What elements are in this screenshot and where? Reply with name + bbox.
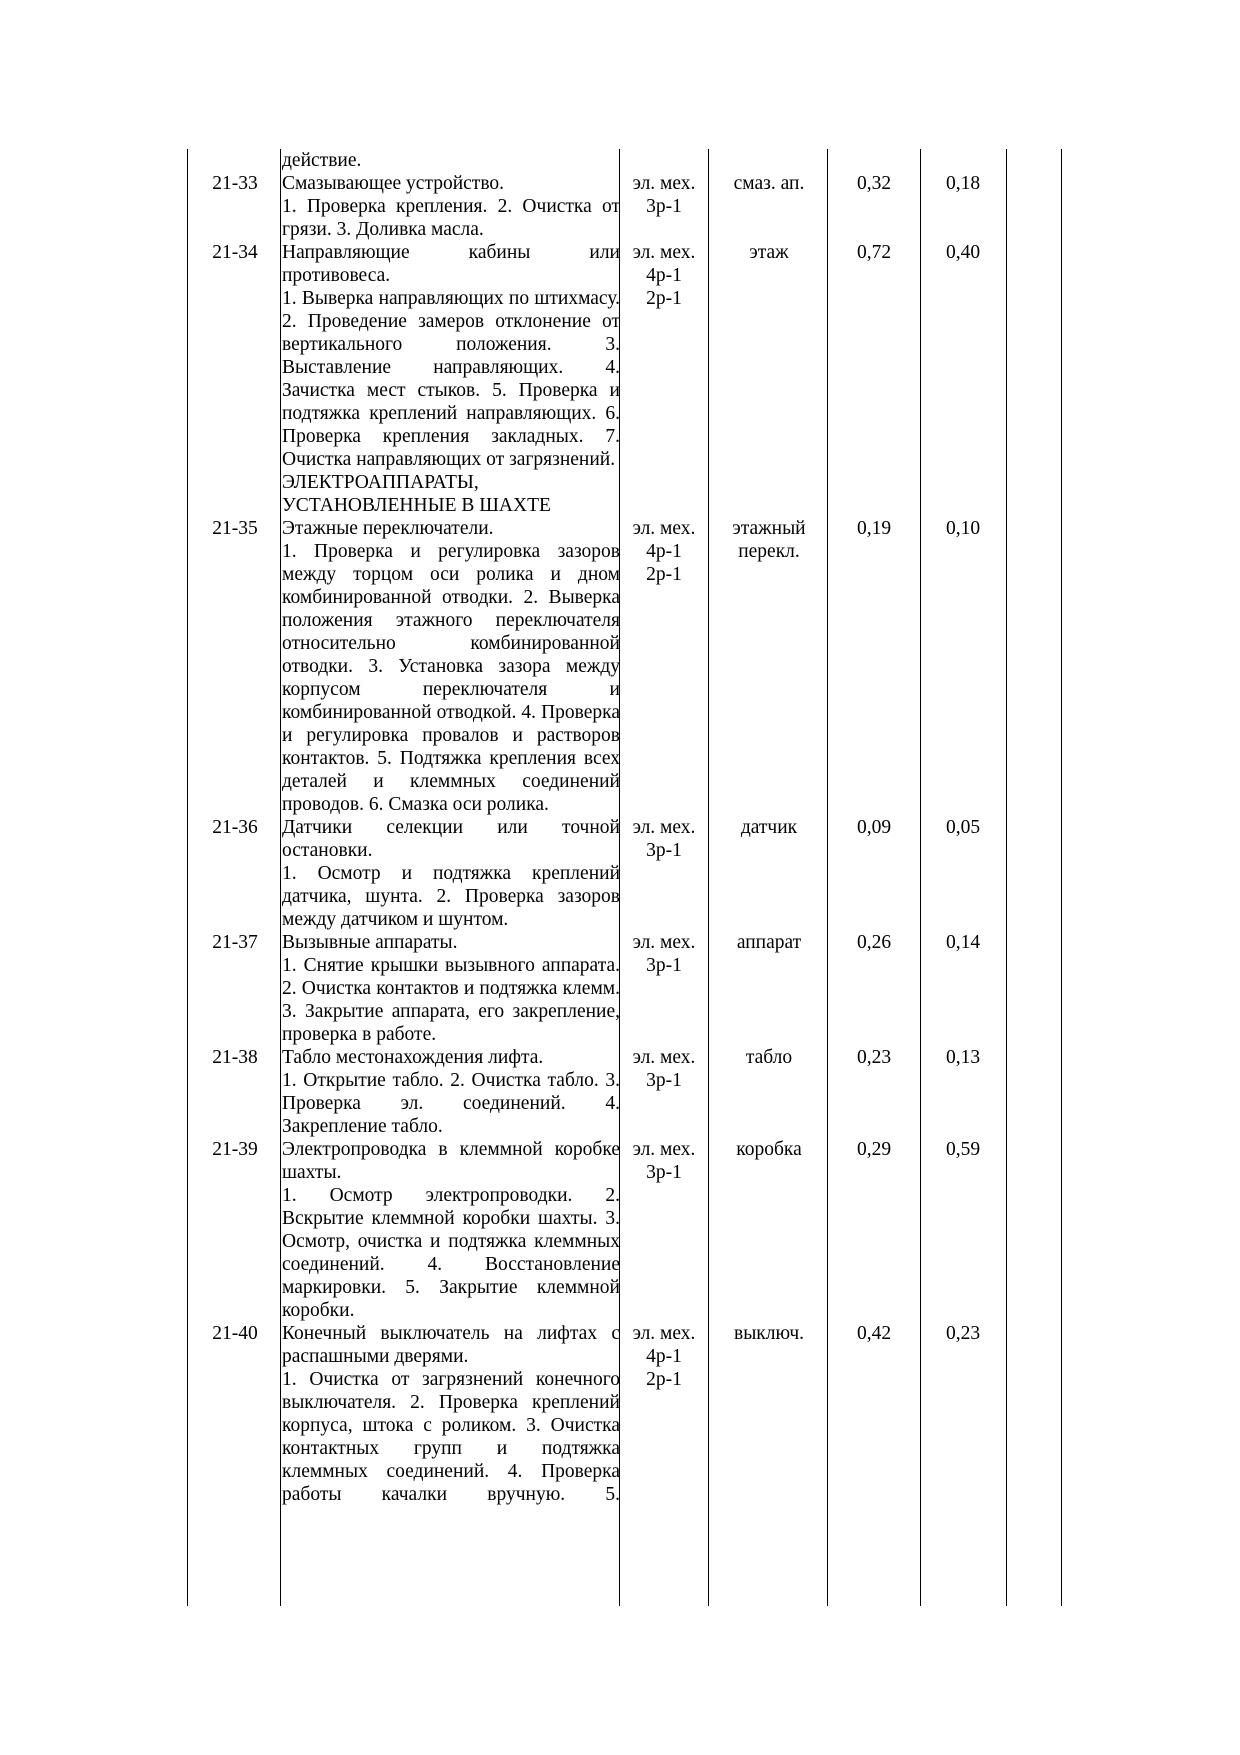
norm-1: 0,09	[856, 817, 892, 838]
work-title: Смазывающее устройство.	[282, 173, 505, 194]
unit	[710, 1138, 828, 1161]
norm-2: 0,23	[945, 1323, 981, 1344]
table-row	[0, 1322, 1240, 1506]
section-heading-line: УСТАНОВЛЕННЫЕ В ШАХТЕ	[282, 495, 551, 516]
row-code: 21-36	[212, 817, 258, 838]
performer-line: 3р-1	[646, 1162, 682, 1183]
work-steps: 1. Проверка и регулировка зазоров между торцом оси ролика и дном комбинированной отводки. 2. Выверка положения этажного переключателя относительно комбинированной отводки. 3. Установка зазора между корпусом переключателя и комбинированной отводкой. 4. Проверка и регулировка провалов и растворов контактов. 5. Подтяжка крепления всех деталей и клеммных соединений проводов. 6. Смазка оси ролика.	[282, 541, 620, 815]
performer-line: эл. мех.	[632, 173, 696, 194]
performer-line: 3р-1	[646, 955, 682, 976]
work-description	[282, 517, 620, 816]
unit-line: табло	[745, 1047, 793, 1068]
norm-1: 0,26	[856, 932, 892, 953]
performer	[620, 1322, 708, 1391]
work-description	[282, 1046, 620, 1138]
work-description	[282, 172, 620, 241]
norm-2: 0,14	[945, 932, 981, 953]
work-description	[282, 816, 620, 931]
row-code: 21-33	[212, 173, 258, 194]
performer-line: 2р-1	[646, 1369, 682, 1390]
norm-1: 0,29	[856, 1139, 892, 1160]
performer	[620, 1046, 708, 1092]
unit	[710, 517, 828, 563]
unit	[710, 241, 828, 264]
unit-line: выключ.	[733, 1323, 805, 1344]
work-steps: 1. Осмотр и подтяжка креплений датчика, шунта. 2. Проверка зазоров между датчиком и шунтом.	[282, 863, 620, 930]
table-row-continuation	[0, 149, 1240, 172]
section-heading	[282, 471, 620, 517]
unit	[710, 816, 828, 839]
unit-line: коробка	[736, 1139, 802, 1160]
performer-line: 4р-1	[646, 1346, 682, 1367]
work-steps: 1. Снятие крышки вызывного аппарата. 2. Очистка контактов и подтяжка клемм. 3. Закрытие аппарата, его закрепление, проверка в работе.	[282, 955, 620, 1045]
work-description	[282, 1322, 620, 1506]
norm-2: 0,40	[945, 242, 981, 263]
table-row	[0, 1046, 1240, 1138]
table-row	[0, 931, 1240, 1046]
performer	[620, 241, 708, 310]
work-title: Датчики селекции или точной остановки.	[282, 817, 620, 861]
norm-2: 0,18	[945, 173, 981, 194]
work-title: Табло местонахождения лифта.	[282, 1047, 544, 1068]
performer-line: 4р-1	[646, 541, 682, 562]
work-description	[282, 241, 620, 471]
unit	[710, 1046, 828, 1069]
norm-2: 0,10	[945, 518, 981, 539]
table-row	[0, 241, 1240, 471]
norm-1: 0,23	[856, 1047, 892, 1068]
performer	[620, 1138, 708, 1184]
performer-line: 4р-1	[646, 265, 682, 286]
performer	[620, 816, 708, 862]
performer	[620, 172, 708, 218]
unit	[710, 172, 828, 195]
work-steps: 1. Выверка направляющих по штихмасу. 2. Проведение замеров отклонение от вертикального положения. 3. Выставление направляющих. 4. Зачистка мест стыков. 5. Проверка и подтяжка креплений направляющих. 6. Проверка крепления закладных. 7. Очистка направляющих от загрязнений.	[282, 288, 620, 470]
norm-2: 0,13	[945, 1047, 981, 1068]
norm-1: 0,32	[856, 173, 892, 194]
work-description	[282, 931, 620, 1046]
table-row	[0, 517, 1240, 816]
performer-line: эл. мех.	[632, 1139, 696, 1160]
row-code: 21-35	[212, 518, 258, 539]
performer-line: 3р-1	[646, 840, 682, 861]
work-title: Этажные переключатели.	[282, 518, 494, 539]
work-description	[282, 1138, 620, 1322]
norms-table	[0, 149, 1240, 1506]
performer-line: эл. мех.	[632, 932, 696, 953]
unit-line: этажный	[732, 518, 806, 539]
performer-line: эл. мех.	[632, 242, 696, 263]
performer-line: 3р-1	[646, 1070, 682, 1091]
performer	[620, 931, 708, 977]
row-code: 21-39	[212, 1139, 258, 1160]
norm-2: 0,59	[945, 1139, 981, 1160]
table-row	[0, 1138, 1240, 1322]
norm-1: 0,72	[856, 242, 892, 263]
unit-line: смаз. ап.	[733, 173, 805, 194]
performer-line: 3р-1	[646, 196, 682, 217]
unit-line: аппарат	[736, 932, 802, 953]
work-steps: 1. Осмотр электропроводки. 2. Вскрытие клеммной коробки шахты. 3. Осмотр, очистка и подтяжка клеммных соединений. 4. Восстановление маркировки. 5. Закрытие клеммной коробки.	[282, 1185, 620, 1321]
unit-line: датчик	[740, 817, 798, 838]
work-text-tail: действие.	[282, 150, 362, 171]
row-code: 21-40	[212, 1323, 258, 1344]
work-title: Вызывные аппараты.	[282, 932, 458, 953]
norm-1: 0,42	[856, 1323, 892, 1344]
section-heading-line: ЭЛЕКТРОАППАРАТЫ,	[282, 472, 479, 493]
performer-line: эл. мех.	[632, 518, 696, 539]
performer-line: эл. мех.	[632, 1047, 696, 1068]
performer-line: эл. мех.	[632, 817, 696, 838]
norm-1: 0,19	[856, 518, 892, 539]
unit	[710, 931, 828, 954]
row-code: 21-38	[212, 1047, 258, 1068]
work-steps: 1. Очистка от загрязнений конечного выключателя. 2. Проверка креплений корпуса, штока с роликом. 3. Очистка контактных групп и подтяжка клеммных соединений. 4. Проверка работы качалки вручную. 5.	[282, 1369, 620, 1505]
row-code: 21-37	[212, 932, 258, 953]
unit-line: этаж	[749, 242, 789, 263]
performer	[620, 517, 708, 586]
norm-2: 0,05	[945, 817, 981, 838]
performer-line: 2р-1	[646, 564, 682, 585]
table-row	[0, 172, 1240, 241]
unit-line: перекл.	[738, 541, 800, 562]
performer-line: 2р-1	[646, 288, 682, 309]
row-code: 21-34	[212, 242, 258, 263]
table-row	[0, 816, 1240, 931]
work-title: Электропроводка в клеммной коробке шахты.	[282, 1139, 620, 1183]
unit	[710, 1322, 828, 1345]
work-steps: 1. Открытие табло. 2. Очистка табло. 3. Проверка эл. соединений. 4. Закрепление табло.	[282, 1070, 620, 1137]
work-steps: 1. Проверка крепления. 2. Очистка от грязи. 3. Доливка масла.	[282, 196, 620, 240]
work-title: Конечный выключатель на лифтах с распашными дверями.	[282, 1323, 620, 1367]
work-title: Направляющие кабины или противовеса.	[282, 242, 620, 286]
performer-line: эл. мех.	[632, 1323, 696, 1344]
table-row-section	[0, 471, 1240, 517]
